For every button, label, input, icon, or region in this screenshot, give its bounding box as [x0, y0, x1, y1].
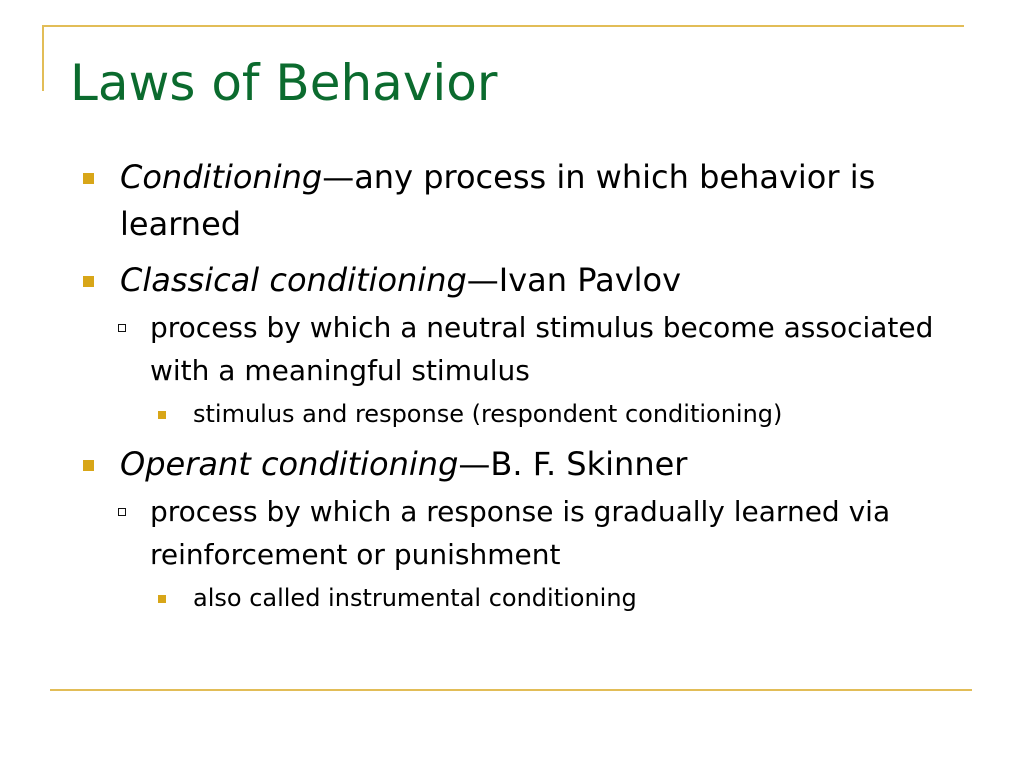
definition-conditioning: —any process in which behavior is learned	[120, 158, 876, 243]
slide-title: Laws of Behavior	[70, 54, 498, 112]
square-bullet-icon	[83, 173, 94, 184]
bottom-rule	[50, 689, 972, 691]
sub-item-operant-definition	[115, 490, 980, 576]
hollow-square-bullet-icon	[118, 324, 126, 332]
square-bullet-icon	[83, 460, 94, 471]
hollow-square-bullet-icon	[118, 508, 126, 516]
term-operant-conditioning: Operant conditioning	[120, 445, 459, 483]
attribution-pavlov: —Ivan Pavlov	[466, 261, 682, 299]
attribution-skinner: —B. F. Skinner	[458, 445, 688, 483]
square-bullet-icon	[83, 276, 94, 287]
bullet-item-operant	[80, 441, 980, 488]
bullet-list	[80, 154, 980, 616]
square-bullet-icon	[158, 411, 166, 419]
bullet-item-classical	[80, 257, 980, 304]
left-rule	[42, 25, 44, 91]
classical-detail-text: stimulus and response (respondent conditioning)	[193, 400, 783, 428]
operant-definition-text: process by which a response is gradually learned via reinforcement or punishment	[150, 495, 891, 571]
square-bullet-icon	[158, 595, 166, 603]
operant-detail-text: also called instrumental conditioning	[193, 584, 637, 612]
sub-item-classical-definition	[115, 306, 980, 392]
top-rule	[43, 25, 964, 27]
classical-definition-text: process by which a neutral stimulus become associated with a meaningful stimulus	[150, 311, 934, 387]
term-classical-conditioning: Classical conditioning	[120, 261, 467, 299]
detail-item-classical	[155, 396, 980, 432]
bullet-item-conditioning	[80, 154, 980, 248]
term-conditioning: Conditioning	[120, 158, 323, 196]
detail-item-operant	[155, 580, 980, 616]
